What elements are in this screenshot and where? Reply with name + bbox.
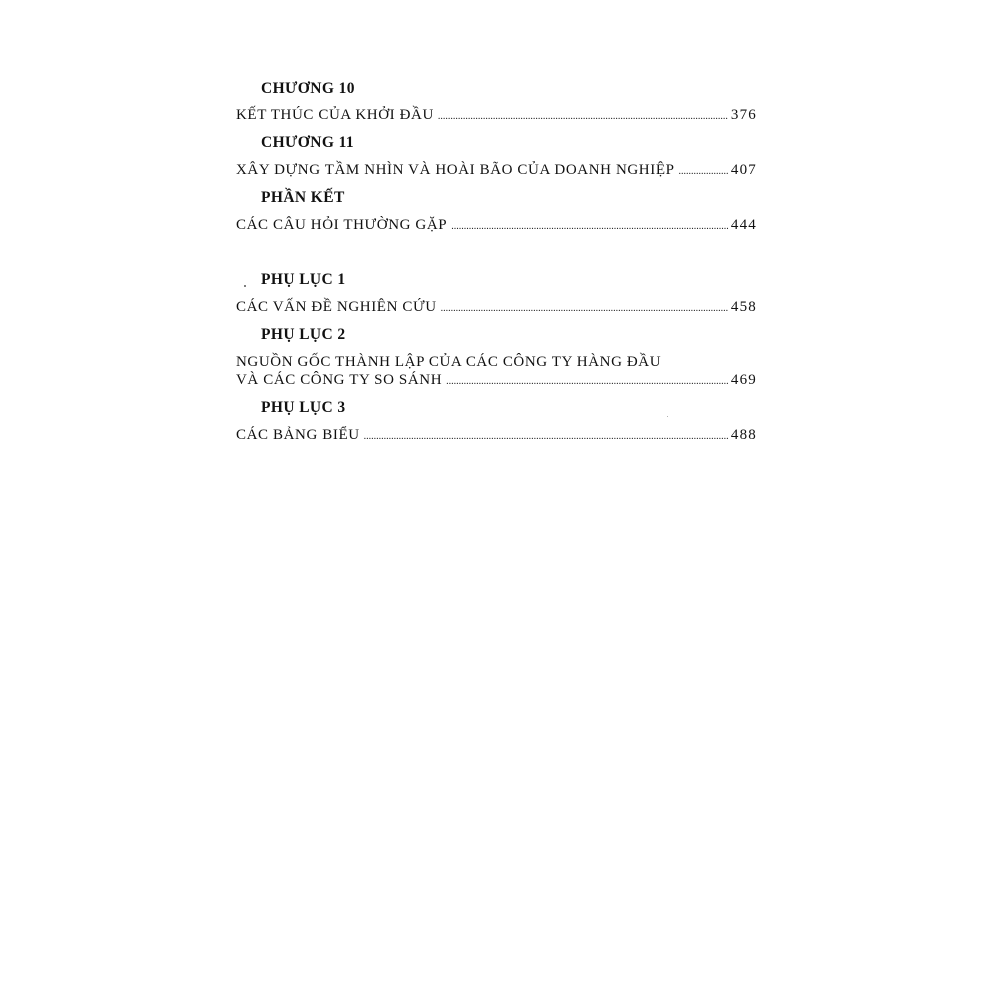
toc-page-number: 444: [730, 217, 757, 233]
dot-leader: [679, 167, 728, 177]
toc-page-number: 407: [730, 162, 757, 178]
toc-heading-chapter-11: CHƯƠNG 11: [261, 134, 355, 151]
toc-page-number: 488: [730, 427, 757, 443]
dot-leader: [451, 222, 728, 232]
toc-entry-title: CÁC VẤN ĐỀ NGHIÊN CỨU: [236, 299, 437, 315]
toc-entry-appendix-2[interactable]: [236, 353, 757, 389]
dot-leader: [364, 432, 728, 442]
toc-heading-chapter-10: CHƯƠNG 10: [261, 80, 355, 97]
toc-heading-appendix-2: PHỤ LỤC 2: [261, 326, 346, 343]
scan-speck: [244, 285, 246, 287]
toc-entry-epilogue[interactable]: [236, 216, 757, 234]
dot-leader: [446, 377, 728, 387]
toc-entry-appendix-1[interactable]: [236, 298, 757, 316]
toc-entry-title: KẾT THÚC CỦA KHỞI ĐẦU: [236, 107, 434, 123]
toc-entry-title-line-2: VÀ CÁC CÔNG TY SO SÁNH: [236, 372, 443, 388]
toc-page-number: 376: [730, 107, 757, 123]
toc-page-number: 458: [730, 299, 757, 315]
scan-speck: [667, 416, 668, 417]
toc-page-number: 469: [730, 372, 757, 388]
dot-leader: [441, 304, 728, 314]
toc-heading-appendix-1: PHỤ LỤC 1: [261, 271, 346, 288]
toc-heading-epilogue: PHẦN KẾT: [261, 189, 345, 206]
toc-entry-title-line-1: NGUỒN GỐC THÀNH LẬP CỦA CÁC CÔNG TY HÀNG ĐẦU: [236, 354, 662, 370]
toc-entry-chapter-10[interactable]: [236, 106, 757, 124]
toc-entry-chapter-11[interactable]: [236, 161, 757, 179]
toc-entry-title: CÁC BẢNG BIỂU: [236, 427, 360, 443]
toc-heading-appendix-3: PHỤ LỤC 3: [261, 399, 346, 416]
toc-entry-appendix-3[interactable]: [236, 426, 757, 444]
toc-entry-title: CÁC CÂU HỎI THƯỜNG GẶP: [236, 217, 448, 233]
toc-entry-title: XÂY DỰNG TẦM NHÌN VÀ HOÀI BÃO CỦA DOANH NGHIỆP: [236, 162, 675, 178]
dot-leader: [438, 112, 728, 122]
